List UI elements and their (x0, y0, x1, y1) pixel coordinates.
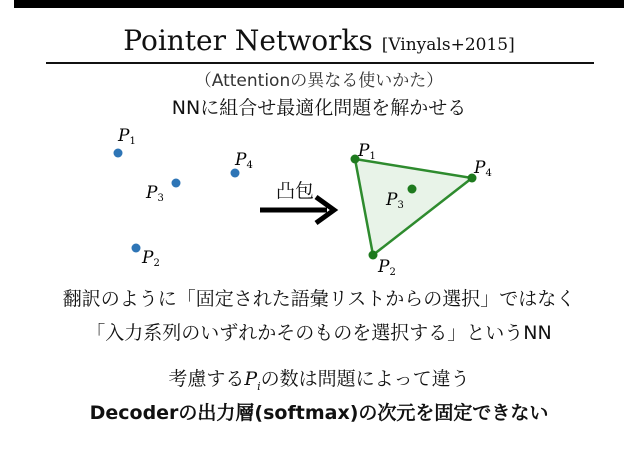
point-p2 (132, 244, 141, 253)
subtitle: （Attentionの異なる使いかた） (194, 71, 444, 91)
input-points (114, 126, 253, 269)
citation: [Vinyals+2015] (381, 35, 515, 55)
point-p4-label: P4 (235, 150, 253, 171)
hull-figure (351, 141, 492, 278)
hull-label-p2: P2 (378, 257, 396, 278)
explanation-line-3 (0, 364, 638, 393)
pi-symbol (244, 368, 261, 393)
transform-arrow (260, 180, 334, 223)
interior-point-p3 (408, 185, 417, 194)
point-p2-label: P2 (142, 248, 160, 269)
hull-polygon (355, 159, 472, 255)
explanation-line-1: 翻訳のように「固定された語彙リストからの選択」ではなく (62, 288, 576, 310)
pi-letter: P (244, 368, 258, 390)
hull-vertex-p2 (369, 251, 378, 260)
arrow-label: 凸包 (276, 180, 315, 202)
conclusion-line: Decoderの出力層(softmax)の次元を固定できない (89, 402, 549, 424)
point-p1-label: P1 (118, 126, 136, 147)
point-p3-label: P3 (146, 183, 164, 204)
point-p3 (172, 179, 181, 188)
hull-label-p4: P4 (474, 158, 492, 179)
line3-prefix: 考慮する (168, 368, 245, 390)
line3-suffix: の数は問題によって違う (260, 368, 470, 390)
tagline: NNに組合せ最適化問題を解かせる (171, 97, 467, 119)
explanation-line-2: 「入力系列のいずれかそのものを選択する」というNN (86, 322, 552, 344)
hull-label-p3: P3 (386, 190, 404, 211)
pi-subscript: i (257, 379, 261, 393)
hull-label-p1: P1 (358, 141, 376, 162)
title-text: Pointer Networks (123, 24, 373, 57)
point-p1 (114, 149, 123, 158)
